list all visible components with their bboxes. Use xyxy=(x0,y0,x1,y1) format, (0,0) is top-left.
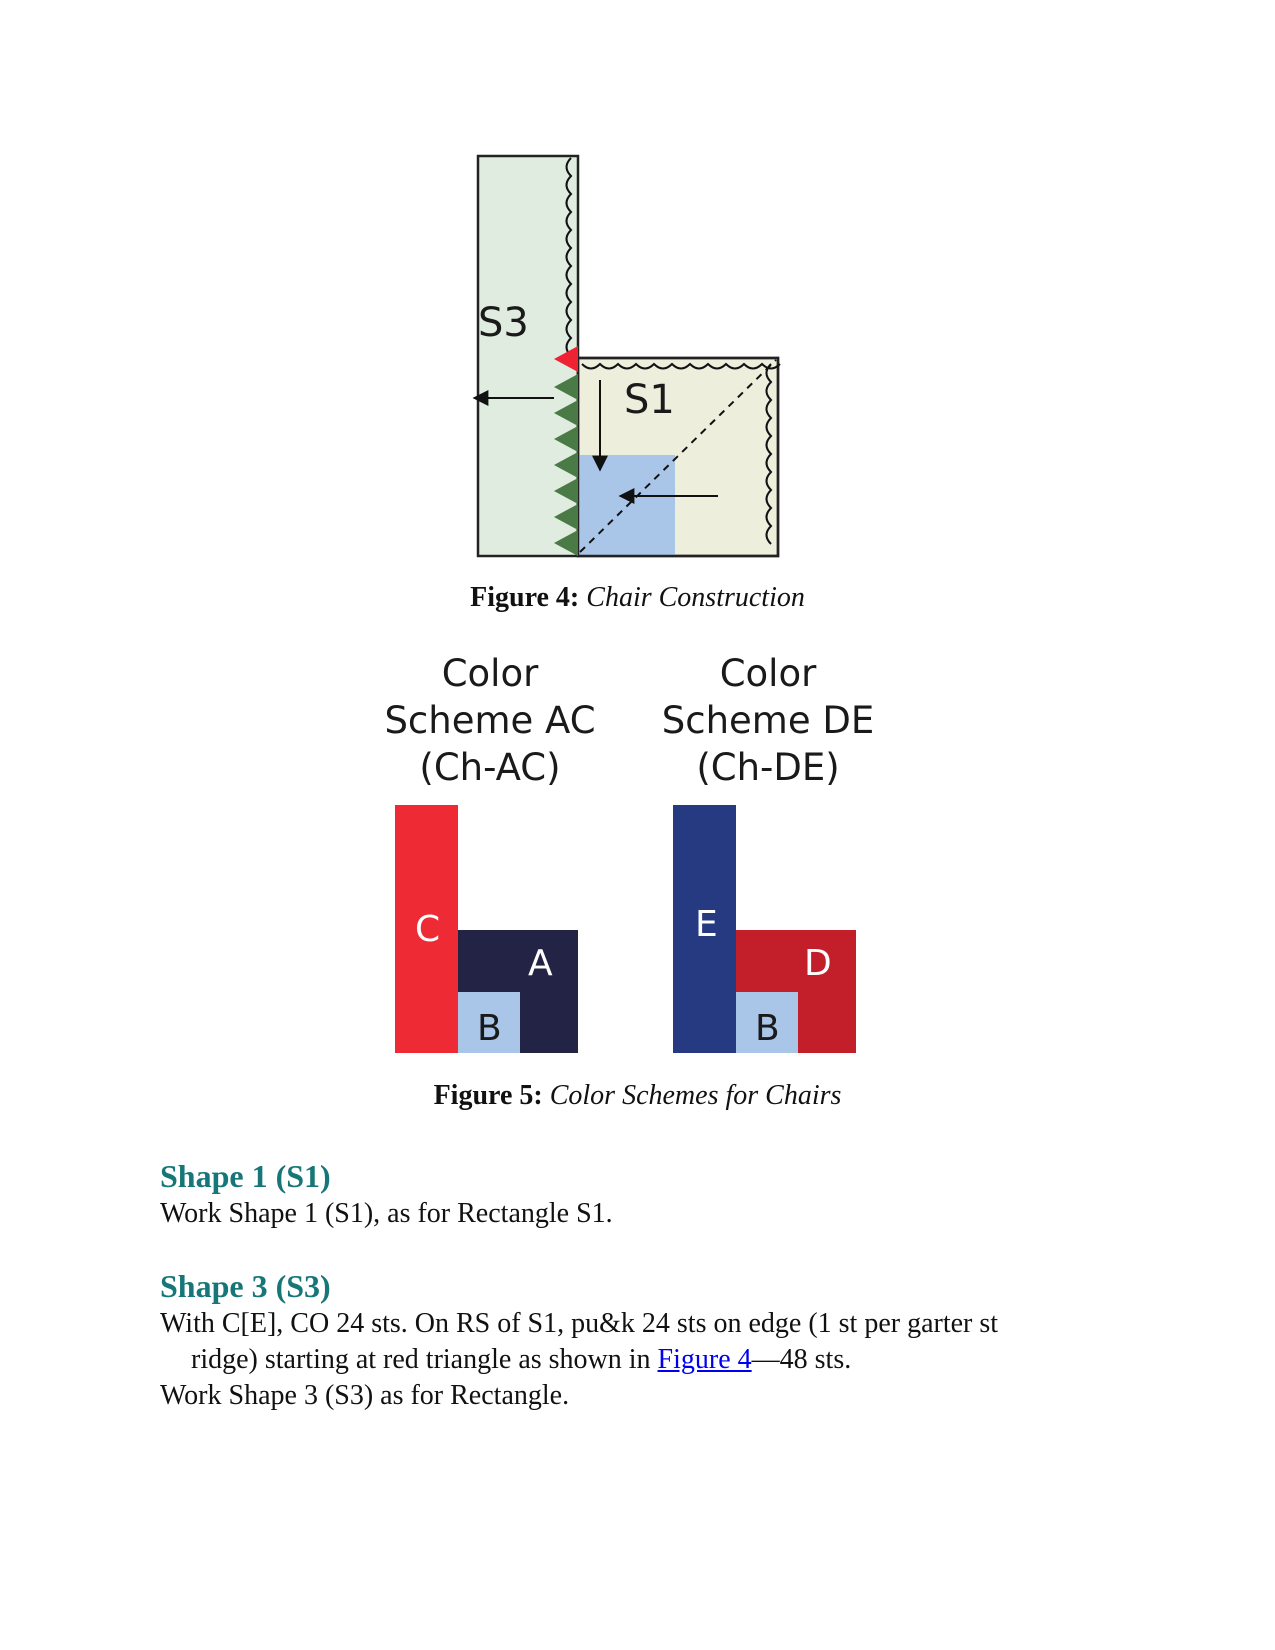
scheme-de-title-line2: Scheme DE xyxy=(661,699,875,742)
shape-3-body-line2 xyxy=(160,1342,998,1378)
scheme-ac-title xyxy=(340,650,640,791)
figure-4-caption-text: Chair Construction xyxy=(586,582,805,613)
shape-3-body-line3: Work Shape 3 (S3) as for Rectangle. xyxy=(160,1380,570,1411)
shape-3-body-line1: With C[E], CO 24 sts. On RS of S1, pu&k 24 sts on edge (1 st per garter st xyxy=(160,1308,999,1339)
shape-1-heading: Shape 1 (S1) xyxy=(160,1158,331,1194)
figure-4-caption xyxy=(0,582,1275,614)
scheme-de-label-d: D xyxy=(804,943,832,984)
scheme-de-diagram xyxy=(673,805,858,1055)
figure-4-link[interactable]: Figure 4 xyxy=(657,1344,752,1375)
shape-1-body: Work Shape 1 (S1), as for Rectangle S1. xyxy=(160,1198,613,1229)
shape-3-heading: Shape 3 (S3) xyxy=(160,1268,331,1304)
figure-4-caption-label: Figure 4: xyxy=(470,582,580,613)
shape-3-body xyxy=(160,1306,998,1414)
scheme-ac-label-b: B xyxy=(477,1008,502,1049)
figure-5-caption xyxy=(0,1080,1275,1112)
figure-5-caption-text: Color Schemes for Chairs xyxy=(549,1080,842,1111)
figure-4-chair-construction xyxy=(470,150,790,565)
scheme-ac-title-line3: (Ch-AC) xyxy=(419,746,561,789)
scheme-de-label-e: E xyxy=(695,904,718,945)
scheme-ac-label-c: C xyxy=(415,909,441,950)
label-s1: S1 xyxy=(624,377,675,423)
scheme-de-title xyxy=(618,650,918,791)
shape-3-body-line2-after: —48 sts. xyxy=(751,1344,852,1375)
label-s3: S3 xyxy=(478,300,529,346)
scheme-ac-title-line1: Color xyxy=(441,652,539,695)
shape-3-body-line2-before: ridge) starting at red triangle as shown in xyxy=(191,1344,658,1375)
scheme-de-title-line1: Color xyxy=(719,652,817,695)
scheme-de-title-line3: (Ch-DE) xyxy=(696,746,840,789)
scheme-ac-title-line2: Scheme AC xyxy=(384,699,596,742)
scheme-ac-label-a: A xyxy=(528,943,553,984)
scheme-de-label-b: B xyxy=(755,1008,780,1049)
scheme-ac-diagram xyxy=(395,805,580,1055)
figure-5-caption-label: Figure 5: xyxy=(433,1080,543,1111)
